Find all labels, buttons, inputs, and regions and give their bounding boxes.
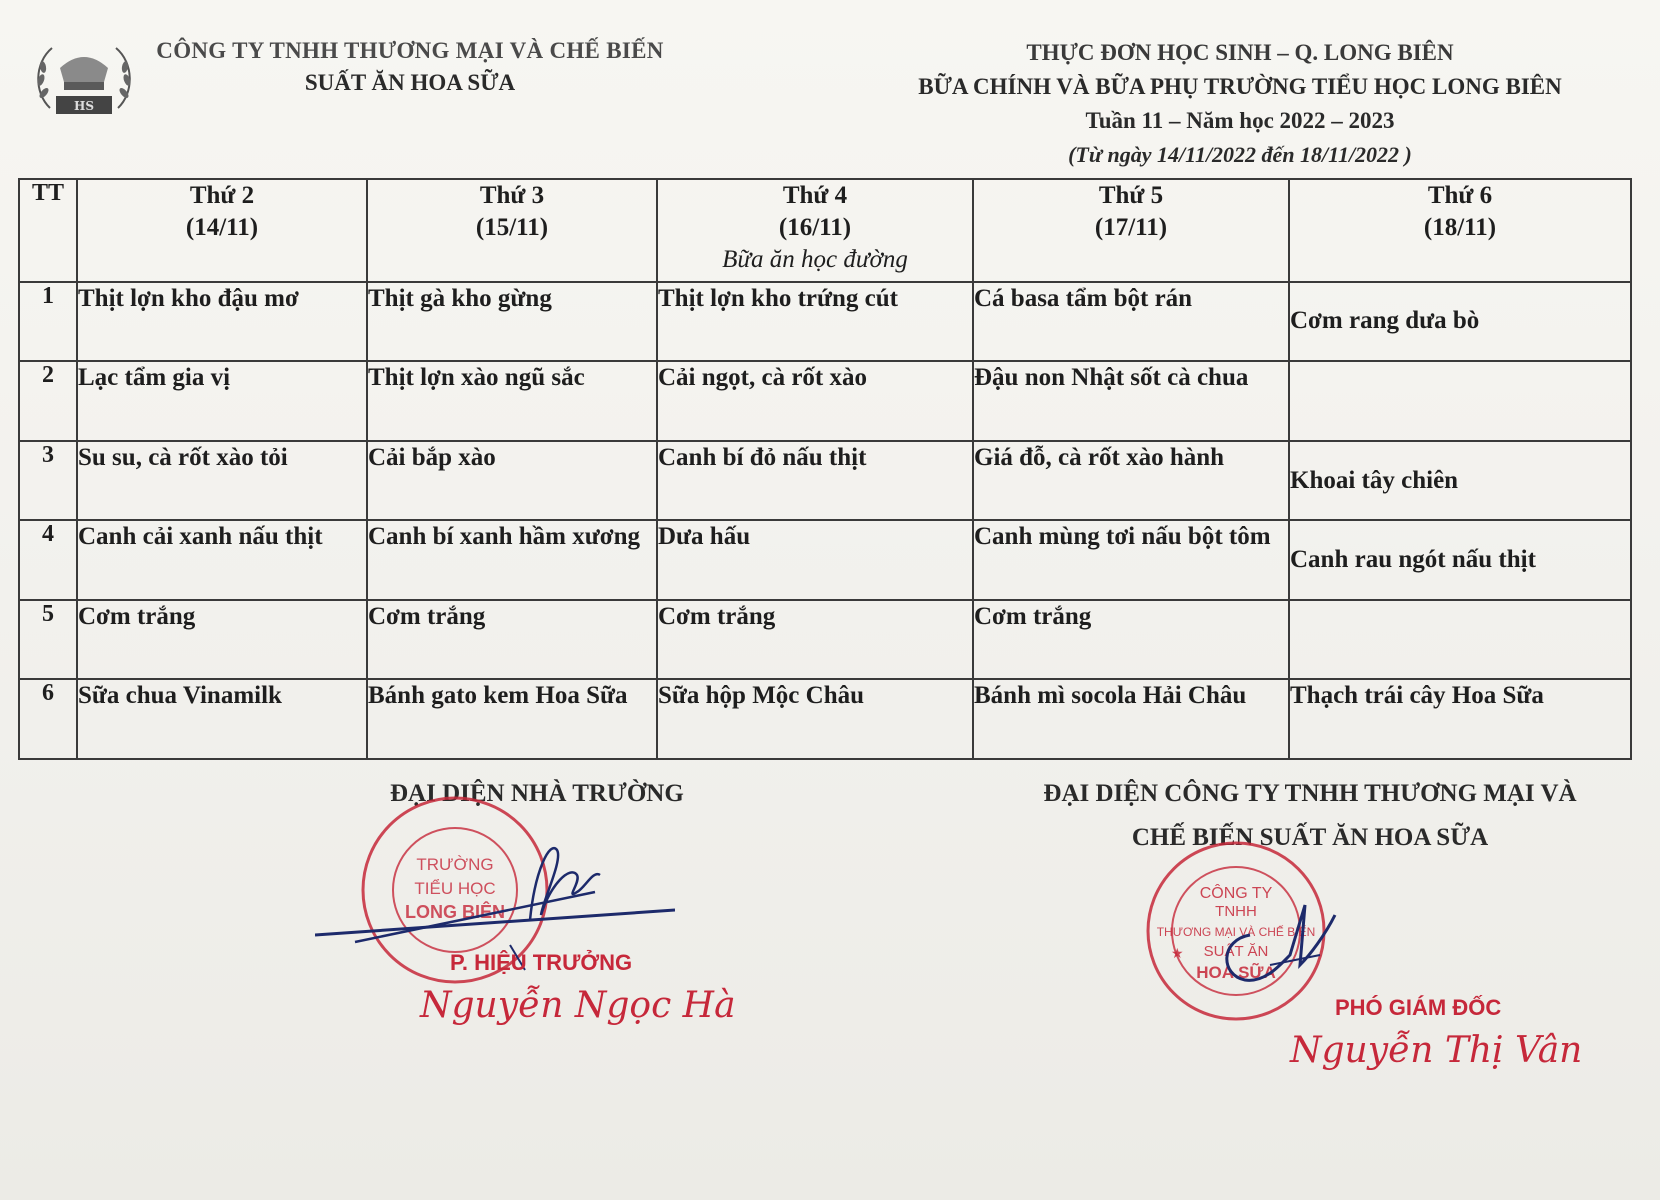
menu-cell: Thịt lợn kho đậu mơ [77, 282, 367, 362]
svg-text:THƯƠNG MẠI VÀ CHẾ BIẾN: THƯƠNG MẠI VÀ CHẾ BIẾN [1156, 925, 1316, 939]
menu-cell: Sữa chua Vinamilk [77, 679, 367, 759]
menu-cell: Cá basa tẩm bột rán [973, 282, 1289, 362]
menu-cell: Cơm trắng [77, 600, 367, 680]
row-number: 2 [19, 361, 77, 441]
company-signer-name: Nguyễn Thị Vân [1290, 1030, 1583, 1071]
week-line: Tuần 11 – Năm học 2022 – 2023 [1085, 108, 1395, 133]
menu-cell: Cải ngọt, cà rốt xào [657, 361, 973, 441]
menu-cell: Canh cải xanh nấu thịt [77, 520, 367, 600]
school-signer-name: Nguyễn Ngọc Hà [420, 985, 736, 1026]
menu-cell: Thịt lợn kho trứng cút [657, 282, 973, 362]
table-row [19, 361, 1631, 441]
menu-cell: Khoai tây chiên [1289, 441, 1631, 521]
company-logo [30, 38, 138, 120]
day-date: (15/11) [475, 214, 549, 241]
day-name: Thứ 2 [189, 182, 255, 209]
menu-cell: Cơm trắng [657, 600, 973, 680]
menu-cell: Dưa hấu [657, 520, 973, 600]
table-row [19, 441, 1631, 521]
menu-cell: Cải bắp xào [367, 441, 657, 521]
menu-cell: Canh bí đỏ nấu thịt [657, 441, 973, 521]
menu-cell [1289, 600, 1631, 680]
table-row [19, 282, 1631, 362]
menu-cell [1289, 361, 1631, 441]
company-rep-line2: CHẾ BIẾN SUẤT ĂN HOA SỮA [1131, 824, 1489, 851]
row-number: 4 [19, 520, 77, 600]
menu-header [860, 40, 1620, 168]
menu-cell: Giá đỗ, cà rốt xào hành [973, 441, 1289, 521]
menu-cell: Thạch trái cây Hoa Sữa [1289, 679, 1631, 759]
day-date: (16/11) [778, 214, 852, 241]
svg-text:HOA SỮA: HOA SỮA [1196, 963, 1276, 982]
school-rep-label: ĐẠI DIỆN NHÀ TRƯỜNG [390, 780, 684, 807]
day-name: Thứ 6 [1427, 182, 1493, 209]
menu-cell: Canh bí xanh hầm xương [367, 520, 657, 600]
day-date: (17/11) [1094, 214, 1168, 241]
menu-cell: Cơm trắng [973, 600, 1289, 680]
menu-cell: Cơm rang dưa bò [1289, 282, 1631, 362]
menu-cell: Canh mùng tơi nấu bột tôm [973, 520, 1289, 600]
company-header [150, 38, 670, 96]
row-number: 5 [19, 600, 77, 680]
row-number: 1 [19, 282, 77, 362]
svg-text:LONG BIÊN: LONG BIÊN [404, 902, 506, 922]
menu-cell: Canh rau ngót nấu thịt [1289, 520, 1631, 600]
svg-text:TRƯỜNG: TRƯỜNG [416, 855, 494, 874]
company-brand: SUẤT ĂN HOA SỮA [304, 70, 516, 95]
school-signer-title: P. HIỆU TRƯỞNG [450, 950, 633, 975]
day-header [973, 179, 1289, 282]
day-name: Thứ 5 [1098, 182, 1164, 209]
company-signer-title: PHÓ GIÁM ĐỐC [1335, 995, 1502, 1020]
day-header [77, 179, 367, 282]
menu-cell: Thịt gà kho gừng [367, 282, 657, 362]
menu-table [18, 178, 1632, 760]
svg-text:CÔNG TY: CÔNG TY [1199, 885, 1273, 902]
svg-text:SUẤT ĂN: SUẤT ĂN [1203, 943, 1269, 960]
day-note: Bữa ăn học đường [722, 246, 908, 273]
day-header [657, 179, 973, 282]
menu-cell: Đậu non Nhật sốt cà chua [973, 361, 1289, 441]
day-header [367, 179, 657, 282]
menu-cell: Cơm trắng [367, 600, 657, 680]
menu-cell: Thịt lợn xào ngũ sắc [367, 361, 657, 441]
day-name: Thứ 4 [782, 182, 848, 209]
day-header [1289, 179, 1631, 282]
svg-text:TNHH: TNHH [1215, 903, 1257, 920]
table-row [19, 679, 1631, 759]
svg-text:★: ★ [1171, 945, 1184, 961]
day-name: Thứ 3 [479, 182, 545, 209]
svg-text:TIỂU HỌC: TIỂU HỌC [414, 879, 496, 898]
menu-cell: Su su, cà rốt xào tỏi [77, 441, 367, 521]
tt-header: TT [19, 179, 77, 282]
date-range: (Từ ngày 14/11/2022 đến 18/11/2022 ) [1068, 142, 1412, 167]
menu-title: THỰC ĐƠN HỌC SINH – Q. LONG BIÊN [1026, 40, 1454, 65]
company-rep-line1: ĐẠI DIỆN CÔNG TY TNHH THƯƠNG MẠI VÀ [1043, 780, 1577, 807]
table-header-row [19, 179, 1631, 282]
table-row [19, 600, 1631, 680]
row-number: 6 [19, 679, 77, 759]
menu-cell: Lạc tẩm gia vị [77, 361, 367, 441]
menu-cell: Bánh mì socola Hải Châu [973, 679, 1289, 759]
menu-subtitle: BỮA CHÍNH VÀ BỮA PHỤ TRƯỜNG TIỂU HỌC LONG BIÊN [918, 74, 1562, 99]
row-number: 3 [19, 441, 77, 521]
company-handwritten-signature [1210, 895, 1380, 1010]
day-date: (18/11) [1423, 214, 1497, 241]
menu-cell: Sữa hộp Mộc Châu [657, 679, 973, 759]
day-date: (14/11) [185, 214, 259, 241]
table-row [19, 520, 1631, 600]
company-name: CÔNG TY TNHH THƯƠNG MẠI VÀ CHẾ BIẾN [156, 38, 664, 63]
menu-cell: Bánh gato kem Hoa Sữa [367, 679, 657, 759]
logo-text: HS [73, 99, 95, 113]
